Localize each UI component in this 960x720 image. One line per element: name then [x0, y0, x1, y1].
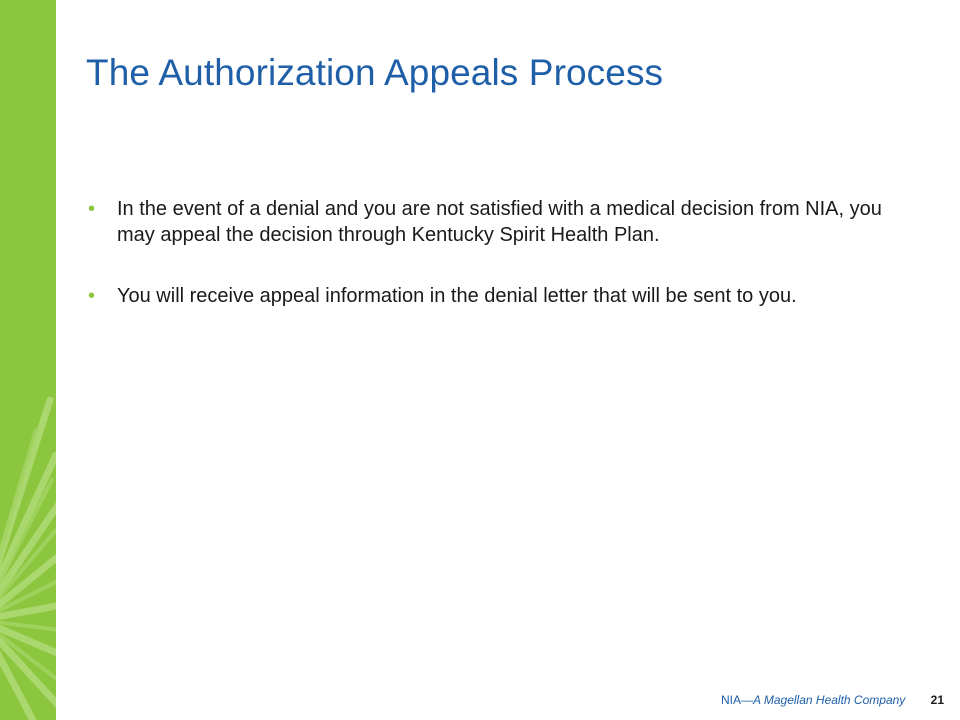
- bullet-text: You will receive appeal information in the denial letter that will be sent to you.: [117, 285, 797, 307]
- footer-company: NIA: [720, 693, 741, 707]
- slide-title: The Authorization Appeals Process: [86, 52, 664, 93]
- bullet-list: [88, 196, 908, 344]
- green-side-band: [0, 0, 56, 720]
- sunburst-decoration-icon: [0, 0, 56, 720]
- page-number: 21: [930, 693, 944, 707]
- bullet-dot-icon: •: [88, 198, 96, 220]
- bullet-dot-icon: •: [88, 285, 96, 307]
- bullet-item: [88, 283, 908, 309]
- bullet-item: [88, 196, 908, 248]
- footer-tagline: —A Magellan Health Company: [740, 693, 906, 707]
- bullet-text: In the event of a denial and you are not satisfied with a medical decision from NIA, you may appeal the decision through Kentucky Spirit Health Plan.: [117, 198, 882, 246]
- footer: [721, 693, 944, 707]
